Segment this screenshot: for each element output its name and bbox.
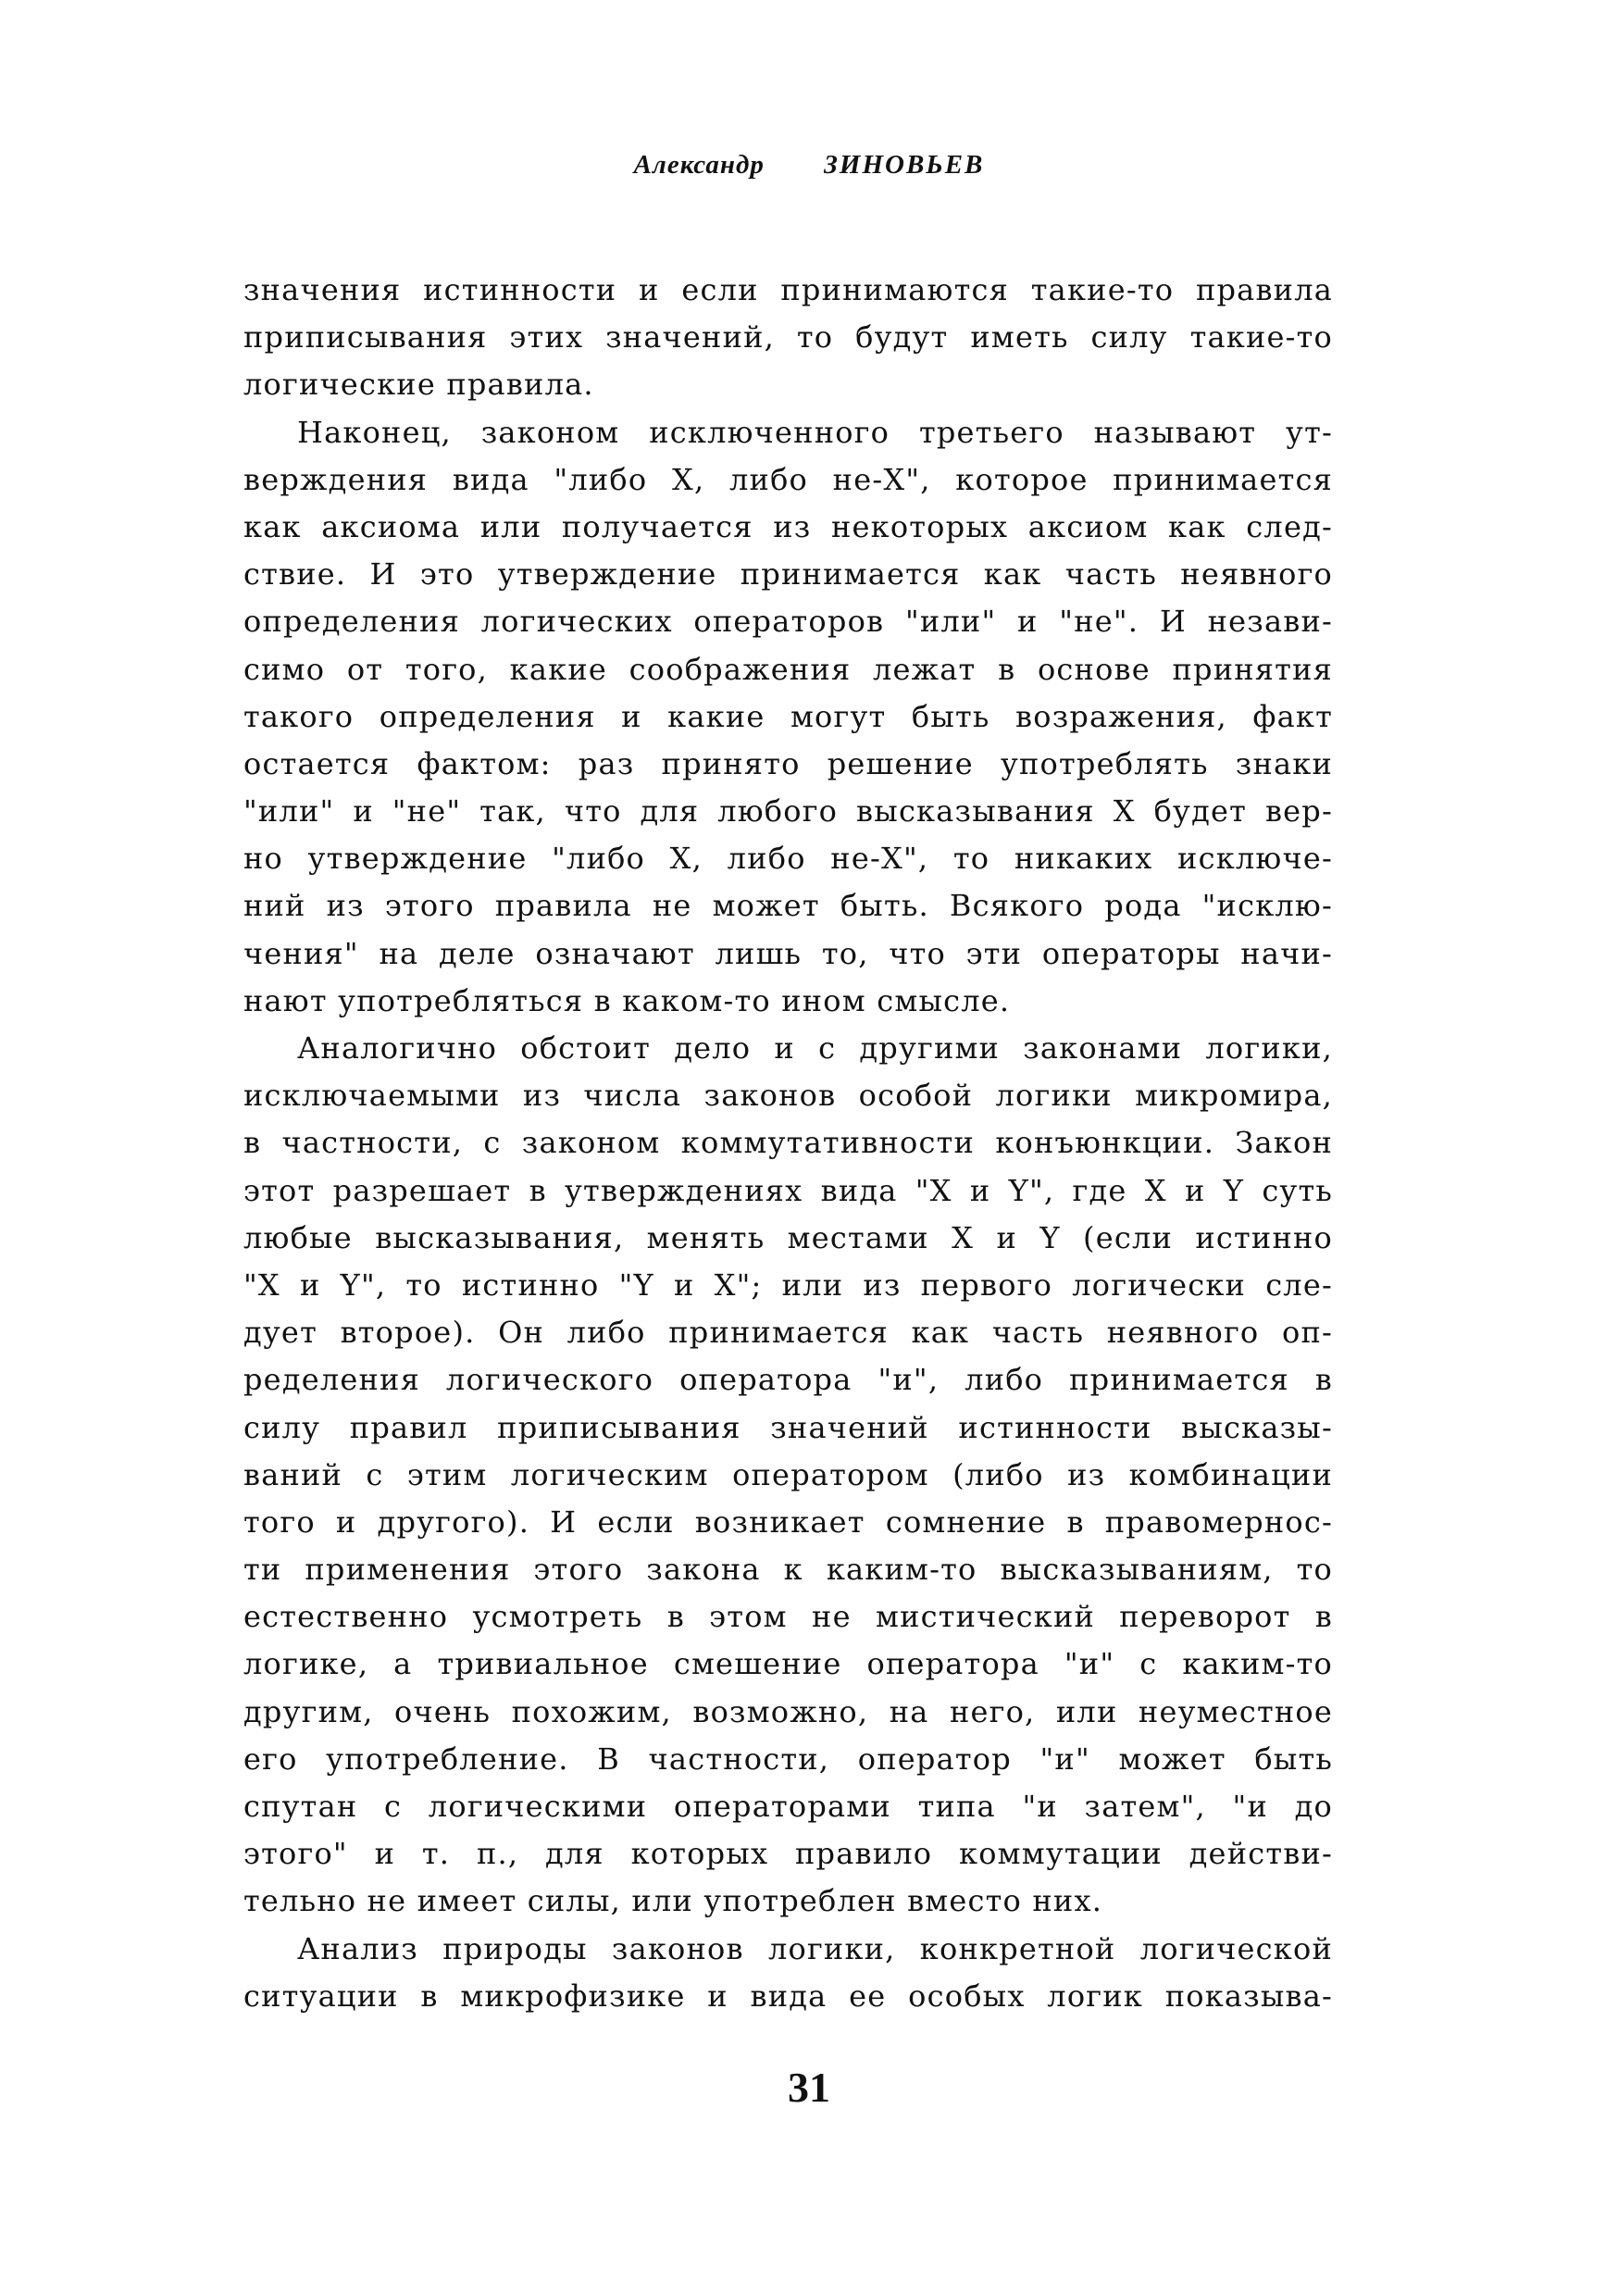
text-line: "или" и "не" так, что для любого высказывания X будет вер- bbox=[243, 793, 1333, 830]
body-text bbox=[243, 267, 1333, 2020]
text-line: Аналогично обстоит дело и с другими законами логики, bbox=[297, 1030, 1333, 1066]
text-line: ределения логического оператора "и", либо принимается в bbox=[243, 1362, 1333, 1398]
text-line: этого" и т. п., для которых правило коммутации действи- bbox=[243, 1836, 1333, 1872]
text-line: как аксиома или получается из некоторых аксиом как след- bbox=[243, 508, 1333, 544]
text-line: ситуации в микрофизике и вида ее особых логик показыва- bbox=[243, 1978, 1333, 2014]
text-line: но утверждение "либо X, либо не-X", то никаких исключе- bbox=[243, 841, 1333, 877]
text-line: этот разрешает в утверждениях вида "X и Y", где X и Y суть bbox=[243, 1172, 1333, 1208]
text-line: приписывания этих значений, то будут иметь силу такие-то bbox=[243, 319, 1333, 356]
text-line: того и другого). И если возникает сомнение в правомернос- bbox=[243, 1504, 1333, 1540]
text-line: тельно не имеет силы, или употреблен вместо них. bbox=[243, 1883, 1103, 1919]
author-last-name: ЗИНОВЬЕВ bbox=[824, 150, 985, 180]
text-line: Анализ природы законов логики, конкретной логической bbox=[297, 1930, 1333, 1966]
text-line: "X и Y", то истинно "Y и X"; или из первого логически сле- bbox=[243, 1267, 1333, 1303]
text-line: такого определения и какие могут быть возражения, факт bbox=[243, 698, 1333, 734]
page-number: 31 bbox=[788, 2064, 830, 2111]
text-line: любые высказывания, менять местами X и Y (если истинно bbox=[243, 1219, 1333, 1255]
text-line: ти применения этого закона к каким-то высказываниям, то bbox=[243, 1552, 1333, 1588]
text-line: его употребление. В частности, оператор "и" может быть bbox=[243, 1741, 1333, 1777]
text-line: спутан с логическими операторами типа "и затем", "и до bbox=[243, 1789, 1333, 1824]
text-line: определения логических операторов "или" и "не". И незави- bbox=[243, 604, 1333, 640]
text-line: симо от того, какие соображения лежат в основе принятия bbox=[243, 651, 1333, 687]
text-line: логические правила. bbox=[243, 367, 594, 403]
text-line: остается фактом: раз принято решение употреблять знаки bbox=[243, 745, 1333, 781]
text-line: нают употребляться в каком-то ином смысле. bbox=[243, 982, 1011, 1018]
text-line: исключаемыми из числа законов особой логики микромира, bbox=[243, 1078, 1333, 1114]
text-line: верждения вида "либо X, либо не-X", которое принимается bbox=[243, 461, 1333, 497]
text-line: ствие. И это утверждение принимается как часть неявного bbox=[243, 556, 1333, 593]
text-line: дует второе). Он либо принимается как часть неявного оп- bbox=[243, 1315, 1333, 1351]
text-line: чения" на деле означают лишь то, что эти операторы начи- bbox=[243, 935, 1333, 971]
text-line: значения истинности и если принимаются такие-то правила bbox=[243, 272, 1333, 307]
text-line: силу правил приписывания значений истинности высказы- bbox=[243, 1409, 1333, 1445]
text-line: Наконец, законом исключенного третьего называют ут- bbox=[297, 414, 1333, 450]
text-line: естественно усмотреть в этом не мистический переворот в bbox=[243, 1599, 1333, 1635]
text-line: логике, а тривиальное смешение оператора "и" с каким-то bbox=[243, 1646, 1333, 1682]
text-line: ваний с этим логическим оператором (либо из комбинации bbox=[243, 1456, 1333, 1492]
text-line: в частности, с законом коммутативности конъюнкции. Закон bbox=[243, 1125, 1333, 1161]
text-line: другим, очень похожим, возможно, на него, или неуместное bbox=[243, 1693, 1333, 1729]
running-head bbox=[0, 150, 1618, 181]
text-line: ний из этого правила не может быть. Всякого рода "исклю- bbox=[243, 888, 1333, 924]
author-first-name: Александр bbox=[633, 150, 765, 180]
